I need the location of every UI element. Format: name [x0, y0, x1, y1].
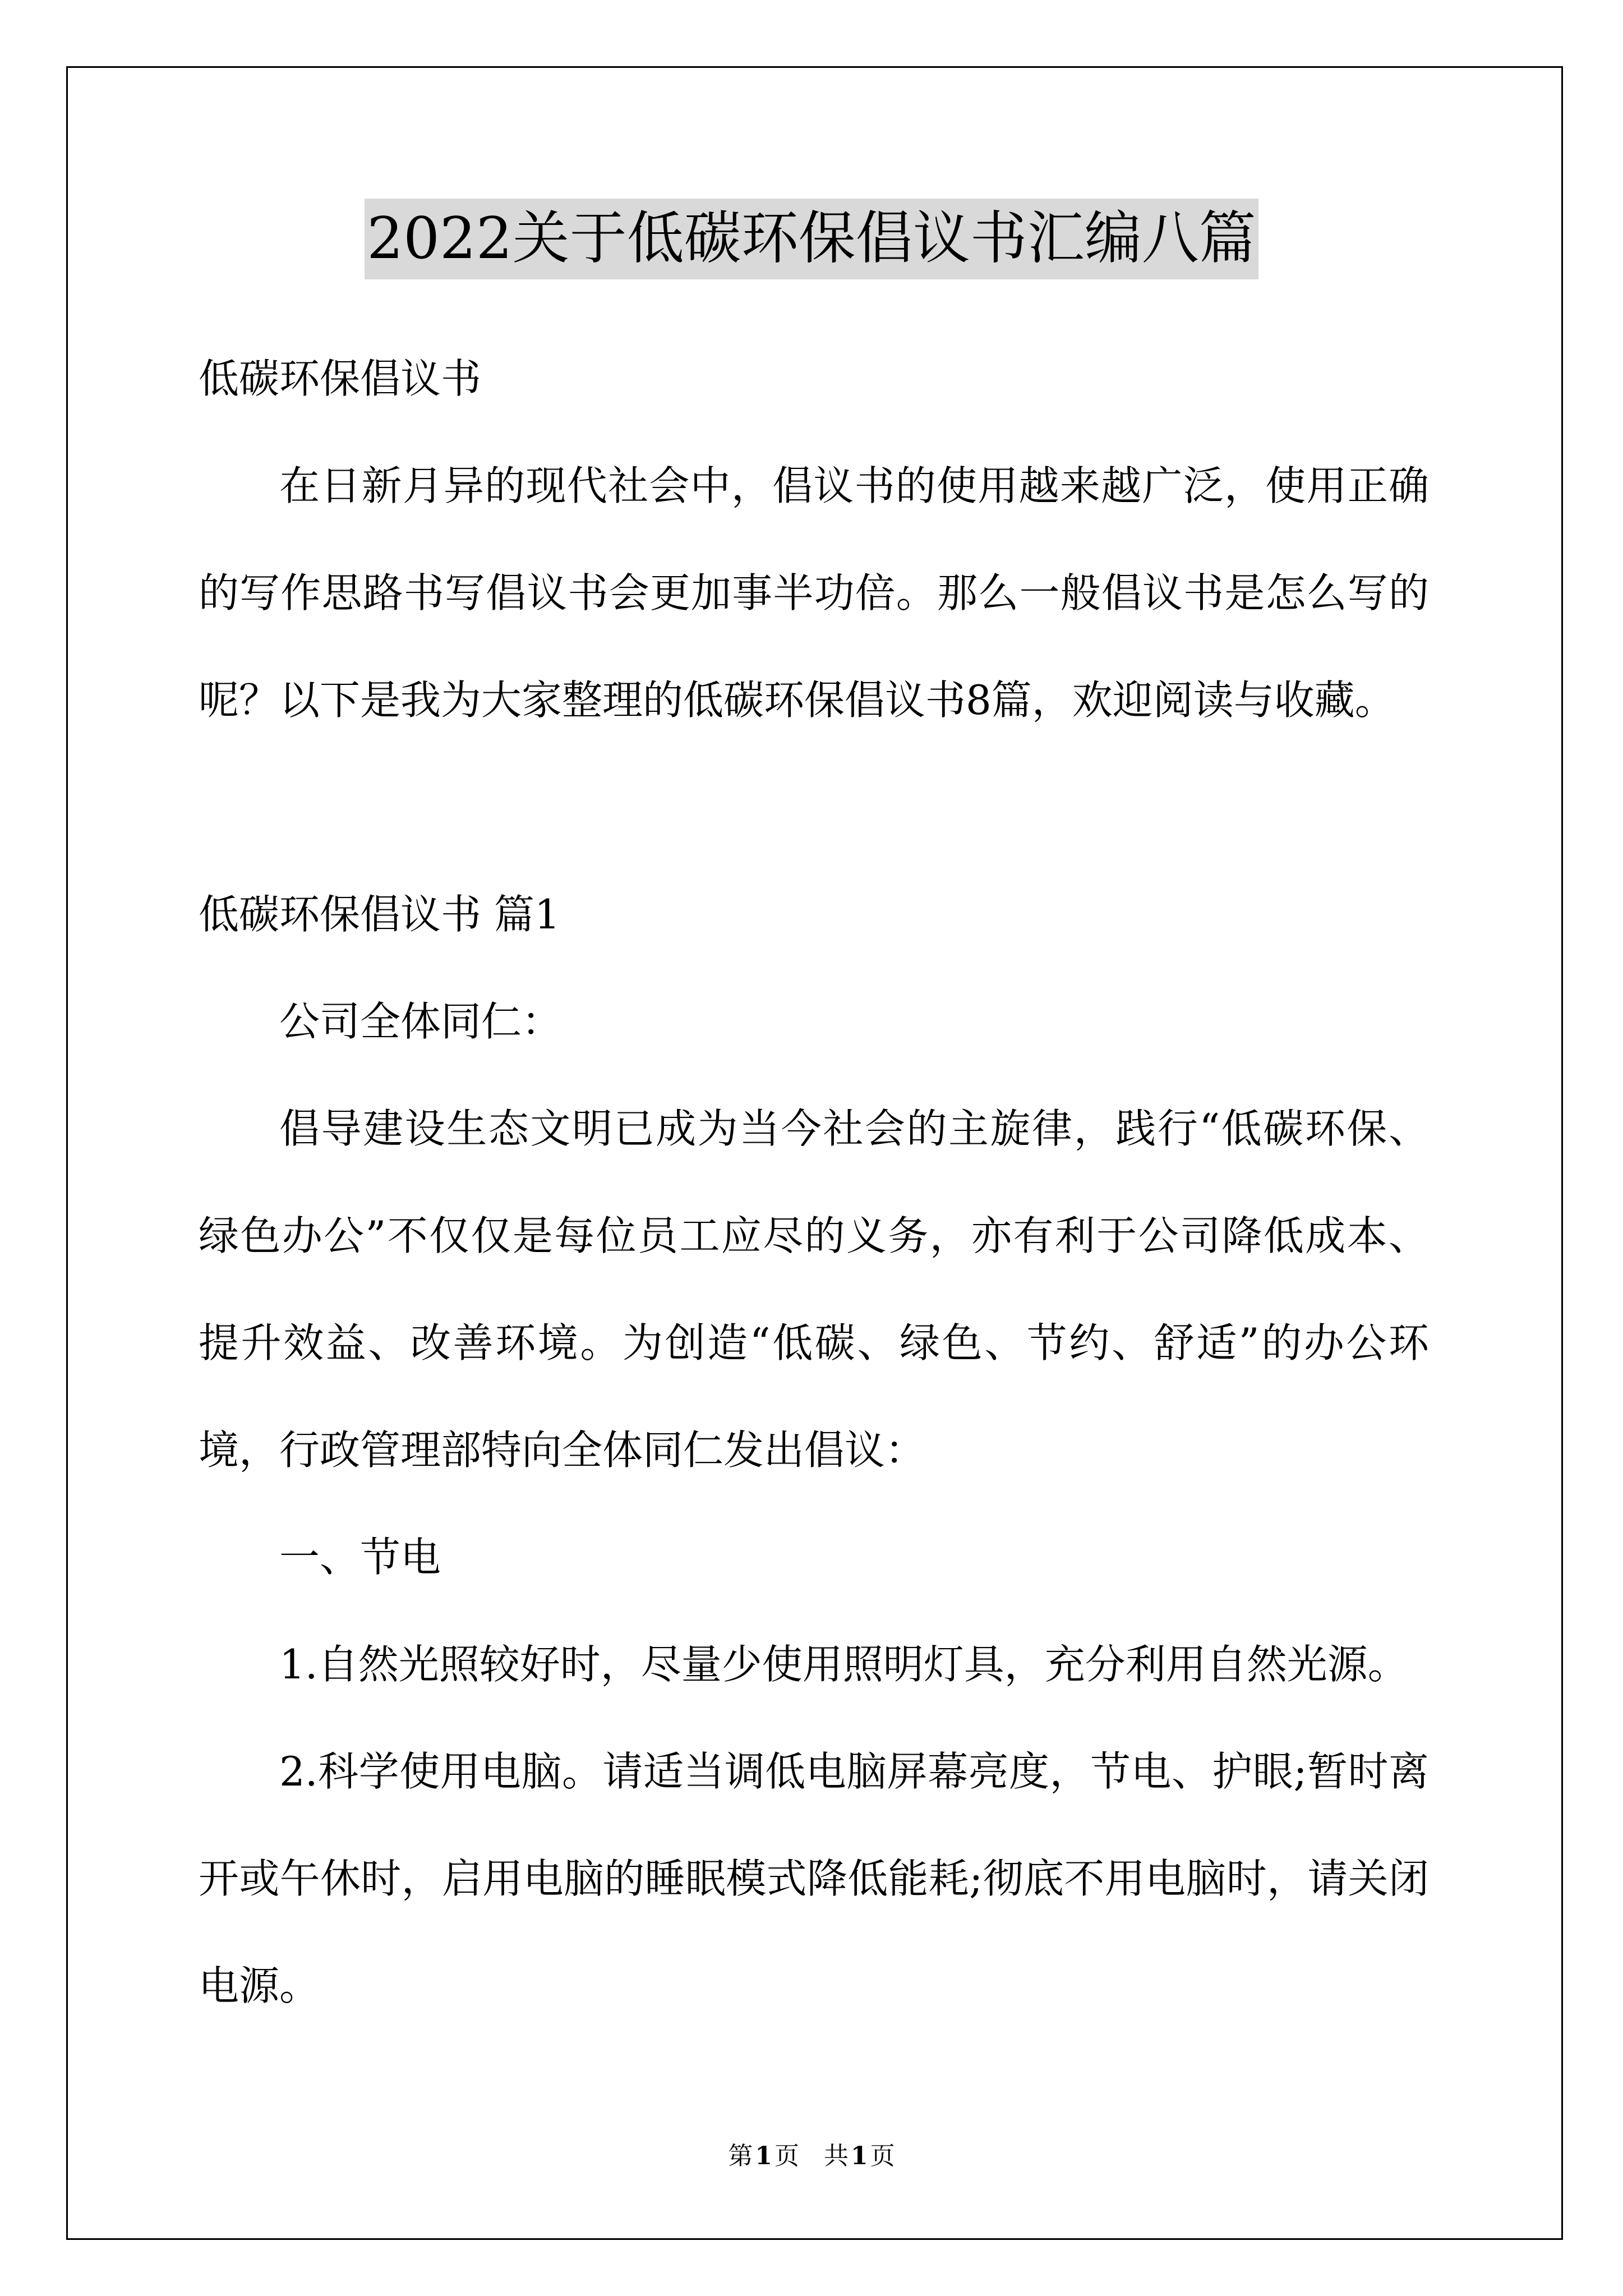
intro-line: 的写作思路书写倡议书会更加事半功倍。那么一般倡议书是怎么写的	[199, 569, 1429, 616]
subsection-heading: 一、节电	[279, 1534, 441, 1581]
section-heading: 低碳环保倡议书	[199, 355, 482, 402]
document-title: 2022关于低碳环保倡议书汇编八篇	[365, 199, 1258, 279]
paragraph-line: 境，行政管理部特向全体同仁发出倡议：	[199, 1427, 926, 1474]
paragraph-line: 绿色办公”不仅仅是每位员工应尽的义务，亦有利于公司降低成本、	[199, 1212, 1429, 1259]
total-pages: 1	[851, 2142, 868, 2170]
paragraph-line: 提升效益、改善环境。为创造“低碳、绿色、节约、舒适”的办公环	[199, 1319, 1429, 1366]
title-container	[0, 199, 1623, 279]
total-pages-indicator	[824, 2142, 895, 2170]
list-item-line: 1.自然光照较好时，尽量少使用照明灯具，充分利用自然光源。	[279, 1641, 1408, 1688]
salutation: 公司全体同仁：	[279, 998, 562, 1045]
document-body	[199, 325, 1429, 2040]
blank-line	[199, 754, 1429, 861]
paragraph-line: 倡导建设生态文明已成为当今社会的主旋律，践行“低碳环保、	[279, 1105, 1429, 1152]
list-item-line: 2.科学使用电脑。请适当调低电脑屏幕亮度，节电、护眼;暂时离	[279, 1748, 1429, 1795]
list-item-line: 开或午休时，启用电脑的睡眠模式降低能耗;彻底不用电脑时，请关闭	[199, 1855, 1429, 1902]
page-footer	[0, 2139, 1623, 2173]
total-prefix: 共	[824, 2142, 849, 2170]
total-suffix: 页	[870, 2142, 895, 2170]
intro-line: 呢？以下是我为大家整理的低碳环保倡议书8篇，欢迎阅读与收藏。	[199, 677, 1395, 724]
article-heading: 低碳环保倡议书 篇1	[199, 891, 560, 938]
page-suffix: 页	[774, 2142, 799, 2170]
page-number: 1	[755, 2142, 772, 2170]
page-indicator	[728, 2142, 799, 2170]
page-prefix: 第	[728, 2142, 753, 2170]
intro-line: 在日新月异的现代社会中，倡议书的使用越来越广泛，使用正确	[279, 462, 1429, 509]
list-item-line: 电源。	[199, 1962, 320, 2009]
